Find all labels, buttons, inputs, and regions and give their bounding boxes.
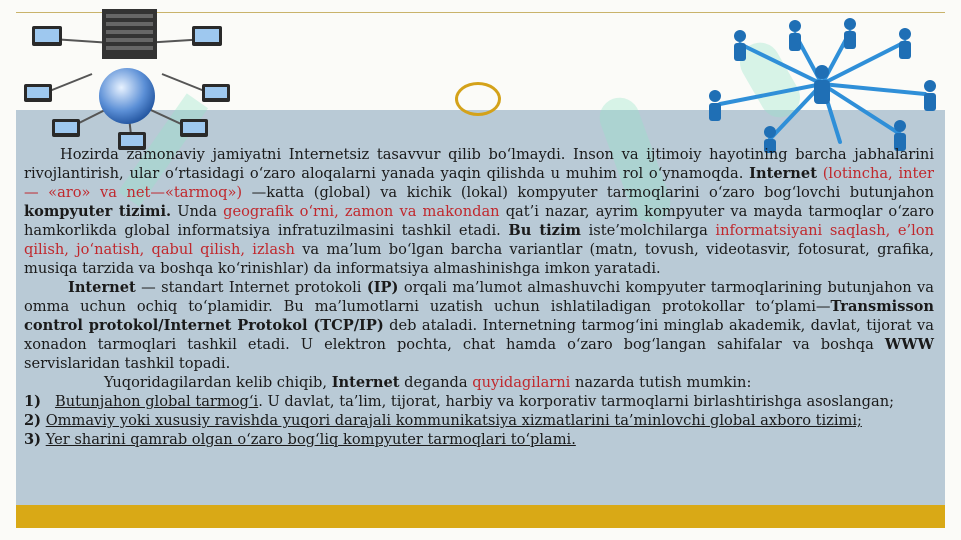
highlight-following: quyidagilarni bbox=[472, 374, 571, 391]
text-run: orqali ma’lumot almashuvchi kompyuter tarmoqlarining butunjahon va omma uchun ochiq to‘plamidir. Bu ma’lumotlarni uzatish uchun ishlatiladigan protokollar to‘plami— bbox=[24, 279, 934, 315]
highlight-geography: geografik o‘rni, zamon va makondan bbox=[223, 203, 500, 220]
paragraph-internet-definition bbox=[24, 145, 934, 278]
list-item-title: Yer sharini qamrab olgan o‘zaro bog‘liq kompyuter tarmoqlari to‘plami. bbox=[45, 431, 576, 448]
list-item bbox=[24, 430, 934, 449]
text-run: Hozirda zamonaviy jamiyatni Internetsiz tasavvur qilib bo‘lmaydi. Inson va ijtimoiy hayotining barcha jabhalarini rivojlantirish, ular o‘rtasidagi o‘zaro aloqalarni yanada yaqin qilishda u muhim rol o‘ynamoqda. bbox=[24, 146, 934, 182]
text-run: — standart Internet protokoli bbox=[135, 279, 367, 296]
paragraph-summary-intro bbox=[24, 373, 934, 392]
highlight-functions: informatsiyani saqlash, e’lon qilish, jo‘natish, qabul qilish, izlash bbox=[24, 222, 934, 258]
footer-bar bbox=[16, 505, 945, 528]
term-internet: Internet bbox=[68, 279, 136, 296]
term-computer-system: kompyuter tizimi. bbox=[24, 203, 172, 220]
list-item-title: Butunjahon global tarmog‘i bbox=[54, 393, 259, 410]
list-number: 3) bbox=[24, 431, 42, 448]
list-item-text: . U davlat, ta’lim, tijorat, harbiy va korporativ tarmoqlarni birlashtirishga asoslangan; bbox=[258, 393, 895, 410]
text-run: deb ataladi. Internetning tarmog‘ini minglab akademik, davlat, tijorat va xonadon tarmoqlari tashkil etadi. U elektron pochta, chat hamda o‘zaro bog‘langan sahifalar va boshqa bbox=[24, 317, 934, 353]
list-number: 2) bbox=[24, 412, 42, 429]
list-number: 1) bbox=[24, 393, 42, 410]
text-run: nazarda tutish mumkin: bbox=[570, 374, 752, 391]
text-run: servislaridan tashkil topadi. bbox=[24, 355, 231, 372]
paragraph-ip-protocol bbox=[24, 278, 934, 373]
text-run: qat’i nazar, ayrim kompyuter va mayda tarmoqlar o‘zaro hamkorlikda global informatsiya infratuzilmasini tashkil etadi. bbox=[24, 203, 935, 239]
term-tcp-ip: Transmisson control protokol/Internet Protokol (TCP/IP) bbox=[24, 298, 934, 334]
computer-network-globe-icon bbox=[22, 4, 232, 154]
list-item bbox=[24, 411, 934, 430]
text-run: deganda bbox=[399, 374, 473, 391]
center-ring-ornament bbox=[455, 82, 501, 116]
text-run: Unda bbox=[171, 203, 224, 220]
people-network-icon bbox=[700, 14, 945, 154]
etymology-note: (lotincha, inter — «aro» va net—«tarmoq») bbox=[24, 165, 935, 201]
term-this-system: Bu tizim bbox=[508, 222, 581, 239]
list-item bbox=[24, 392, 934, 411]
list-item-title: Ommaviy yoki xususiy ravishda yuqori darajali kommunikatsiya xizmatlarini ta’minlovchi global axboro tizimi; bbox=[45, 412, 862, 429]
main-text bbox=[24, 145, 934, 449]
text-run: Yuqoridagilardan kelib chiqib, bbox=[104, 374, 332, 391]
term-internet: Internet bbox=[331, 374, 400, 391]
text-run: va ma’lum bo‘lgan barcha variantlar (matn, tovush, videotasvir, fotosurat, grafika, musiqa tarzida va boshqa ko‘rinishlar) da informatsiya almashinishga imkon yaratadi. bbox=[24, 241, 935, 277]
term-internet: Internet bbox=[749, 165, 817, 182]
term-www: WWW bbox=[884, 336, 934, 353]
text-run: iste’molchilarga bbox=[580, 222, 716, 239]
text-run: —katta (global) va kichik (lokal) kompyuter tarmoqlarini o‘zaro bog‘lovchi butunjahon bbox=[242, 184, 934, 201]
term-ip: (IP) bbox=[366, 279, 399, 296]
